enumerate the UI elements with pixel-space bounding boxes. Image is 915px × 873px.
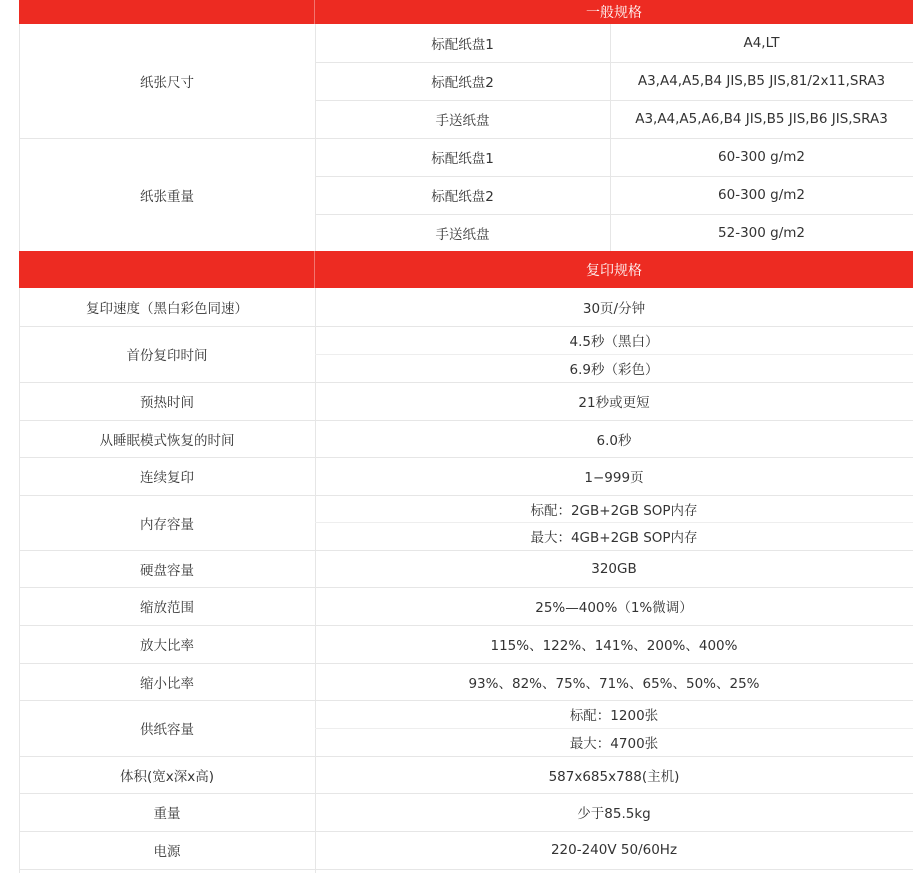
row-divider: [19, 587, 913, 588]
tray-label: 手送纸盘: [435, 113, 490, 129]
spec-label: 预热时间: [140, 395, 194, 411]
spec-label: 连续复印: [140, 470, 194, 486]
row-divider: [315, 354, 913, 355]
spec-value: 6.0秒: [596, 432, 632, 449]
tray-label: 标配纸盘1: [431, 37, 494, 53]
row-divider: [315, 214, 913, 215]
column-divider: [315, 288, 316, 873]
row-divider: [19, 700, 913, 701]
spec-label: 缩小比率: [140, 675, 194, 692]
spec-label: 复印速度（黑白彩色同速）: [86, 301, 248, 317]
paper-size-label: 纸张尺寸: [140, 75, 194, 91]
spec-value: 320GB: [591, 560, 637, 577]
paper-size-value: A4,LT: [743, 35, 780, 51]
spec-label: 从睡眠模式恢复的时间: [99, 432, 235, 449]
row-divider: [19, 138, 913, 139]
row-divider: [315, 728, 913, 729]
spec-value: 30页/分钟: [582, 301, 646, 317]
spec-label: 放大比率: [140, 638, 194, 654]
spec-value: 220-240V 50/60Hz: [550, 842, 678, 858]
paper-weight-value: 60-300 g/m2: [718, 187, 805, 203]
paper-size-value: A3,A4,A5,A6,B4 JIS,B5 JIS,B6 JIS,SRA3: [635, 111, 888, 127]
spec-value: 最大：4700张: [569, 736, 659, 752]
spec-label: 重量: [153, 806, 181, 822]
tray-label: 标配纸盘2: [431, 75, 494, 91]
row-divider: [19, 663, 913, 664]
spec-value: 587x685x788(主机): [548, 768, 680, 785]
spec-label: 缩放范围: [140, 600, 194, 616]
spec-label: 供纸容量: [140, 722, 194, 738]
spec-value: 标配：2GB+2GB SOP内存: [530, 502, 698, 519]
spec-value: 1−999页: [584, 470, 644, 486]
spec-value: 21秒或更短: [578, 395, 650, 411]
row-divider: [19, 326, 913, 327]
row-divider: [19, 550, 913, 551]
row-divider: [315, 522, 913, 523]
spec-label: 体积(宽x深x高): [119, 768, 214, 785]
spec-label: 内存容量: [140, 516, 194, 533]
row-divider: [19, 756, 913, 757]
section-header-copy: [19, 251, 913, 288]
row-divider: [19, 869, 913, 870]
spec-value: 115%、122%、141%、200%、400%: [490, 638, 738, 654]
spec-value: 4.5秒（黑白）: [569, 334, 659, 350]
spec-value: 少于85.5kg: [577, 806, 651, 822]
spec-label: 首份复印时间: [126, 348, 208, 364]
row-divider: [315, 62, 913, 63]
spec-label: 硬盘容量: [140, 562, 194, 579]
row-divider: [19, 831, 913, 832]
row-divider: [19, 420, 913, 421]
tray-label: 标配纸盘1: [431, 151, 494, 167]
section-header-general: [19, 0, 913, 24]
row-divider: [315, 100, 913, 101]
row-divider: [19, 382, 913, 383]
paper-weight-label: 纸张重量: [140, 188, 194, 205]
spec-value: 93%、82%、75%、71%、65%、50%、25%: [468, 675, 760, 692]
spec-label: 电源: [153, 844, 181, 860]
spec-value: 6.9秒（彩色）: [569, 362, 659, 378]
spec-value: 25%—400%（1%微调）: [535, 600, 693, 616]
row-divider: [19, 495, 913, 496]
tray-label: 标配纸盘2: [431, 189, 494, 205]
paper-weight-value: 52-300 g/m2: [718, 224, 805, 241]
spec-value: 标配：1200张: [569, 708, 659, 724]
section-header-general-title: 一般规格: [586, 5, 642, 21]
paper-weight-value: 60-300 g/m2: [718, 149, 805, 165]
row-divider: [19, 793, 913, 794]
table-border-left: [19, 288, 20, 873]
row-divider: [19, 625, 913, 626]
section-header-copy-title: 复印规格: [586, 262, 642, 279]
tray-label: 手送纸盘: [435, 226, 490, 243]
spec-value: 最大：4GB+2GB SOP内存: [530, 530, 698, 546]
row-divider: [315, 176, 913, 177]
paper-size-value: A3,A4,A5,B4 JIS,B5 JIS,81/2x11,SRA3: [637, 73, 886, 89]
row-divider: [19, 457, 913, 458]
